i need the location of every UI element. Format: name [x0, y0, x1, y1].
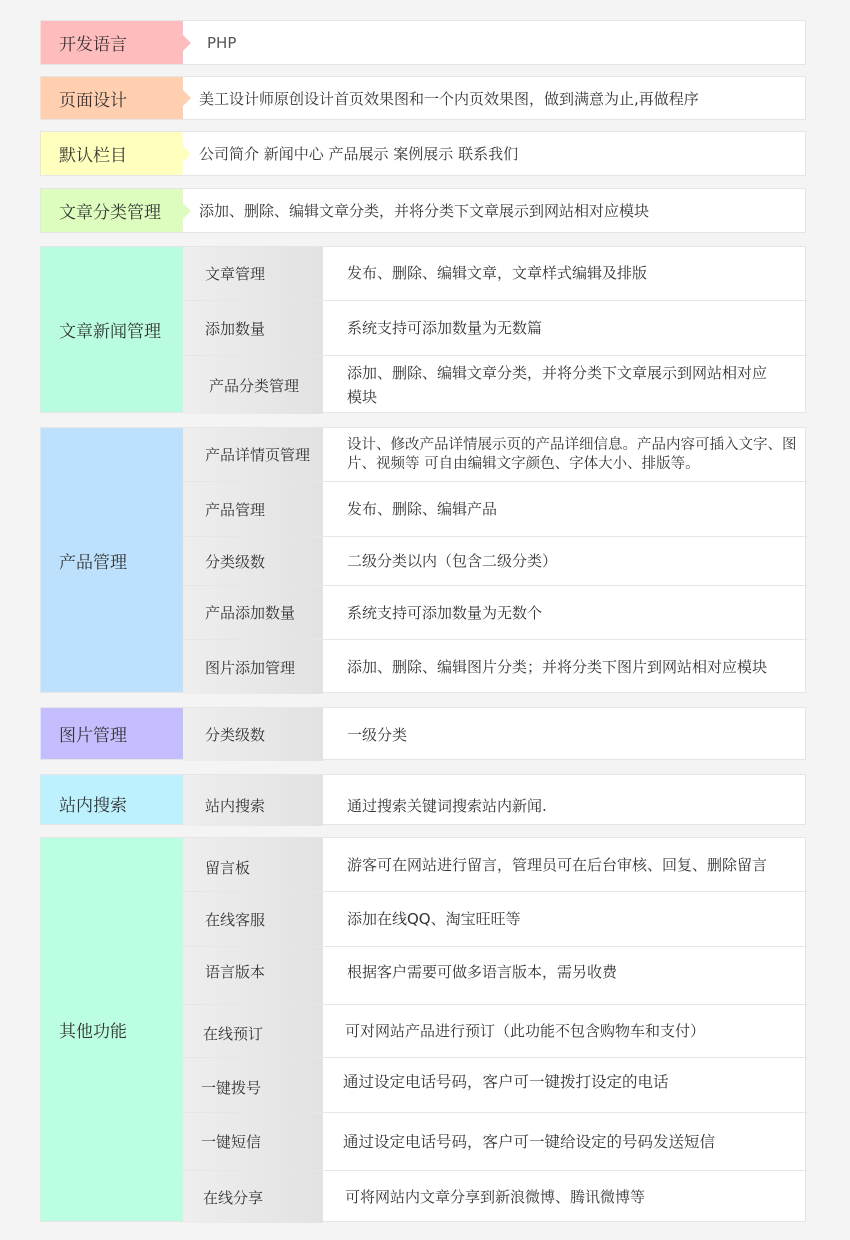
sub-label: 一键拨号: [183, 1058, 323, 1112]
sub-label: 添加数量: [183, 301, 323, 355]
sub-row: [183, 356, 807, 414]
sub-row: [183, 775, 807, 826]
article-news-label: 文章新闻管理: [41, 247, 183, 412]
sub-value: 发布、删除、编辑产品: [347, 500, 498, 518]
group-site-search: [40, 774, 806, 825]
sub-label: 产品详情页管理: [183, 428, 323, 481]
sub-row: [183, 1005, 807, 1058]
sub-label: 产品管理: [183, 482, 323, 536]
sub-row: [183, 947, 807, 1005]
article-category-label: 文章分类管理: [41, 189, 183, 232]
sub-value: 添加、删除、编辑文章分类，并将分类下文章展示到网站相对应模块: [347, 364, 768, 406]
sub-label: 文章管理: [183, 247, 323, 300]
sub-label: 分类级数: [183, 708, 323, 761]
group-image: [40, 707, 806, 760]
dev-language-value: PHP: [207, 33, 237, 52]
sub-row: [183, 586, 807, 640]
sub-value: 游客可在网站进行留言，管理员可在后台审核、回复、删除留言: [347, 856, 768, 874]
sub-value: 设计、修改产品详情展示页的产品详细信息。产品内容可插入文字、图片、视频等 可自由编辑文字颜色、字体大小、排版等。: [347, 436, 797, 472]
sub-label: 分类级数: [183, 537, 323, 585]
group-other: [40, 837, 806, 1222]
sub-value: 根据客户需要可做多语言版本，需另收费: [347, 963, 618, 981]
row-dev-language: [40, 20, 806, 65]
sub-row: [183, 537, 807, 586]
sub-value: 可对网站产品进行预订（此功能不包含购物车和支付）: [345, 1022, 706, 1040]
sub-row: [183, 838, 807, 892]
sub-value: 可将网站内文章分享到新浪微博、腾讯微博等: [345, 1188, 646, 1206]
sub-label: 产品分类管理: [183, 356, 323, 414]
site-search-label: 站内搜索: [41, 775, 183, 824]
page-design-label: 页面设计: [41, 77, 183, 119]
row-default-columns: [40, 131, 806, 176]
sub-row: [183, 301, 807, 356]
sub-label: 语言版本: [183, 947, 323, 1004]
sub-label: 留言板: [183, 838, 323, 891]
sub-row: [183, 247, 807, 301]
product-label: 产品管理: [41, 428, 183, 692]
sub-value: 系统支持可添加数量为无数个: [347, 603, 543, 622]
default-columns-label: 默认栏目: [41, 132, 183, 175]
sub-value: 通过搜索关键词搜索站内新闻.: [347, 796, 547, 815]
sub-row: [183, 1171, 807, 1223]
row-article-category: [40, 188, 806, 233]
sub-value: 一级分类: [347, 725, 408, 744]
sub-label: 图片添加管理: [183, 640, 323, 694]
sub-row: [183, 428, 807, 482]
sub-value: 添加、删除、编辑图片分类；并将分类下图片到网站相对应模块: [347, 658, 768, 676]
sub-label: 在线预订: [183, 1005, 323, 1057]
sub-label: 站内搜索: [183, 775, 323, 826]
sub-label: 一键短信: [183, 1113, 323, 1170]
page-design-value: 美工设计师原创设计首页效果图和一个内页效果图，做到满意为止,再做程序: [199, 89, 699, 108]
sub-row: [183, 1113, 807, 1171]
sub-value: 通过设定电话号码，客户可一键拨打设定的电话: [343, 1073, 669, 1091]
default-columns-value: 公司简介 新闻中心 产品展示 案例展示 联系我们: [199, 145, 519, 163]
sub-value: 通过设定电话号码，客户可一键给设定的号码发送短信: [343, 1132, 716, 1151]
row-page-design: [40, 76, 806, 120]
sub-row: [183, 892, 807, 947]
other-label: 其他功能: [41, 838, 183, 1221]
sub-row: [183, 708, 807, 761]
article-category-value: 添加、删除、编辑文章分类，并将分类下文章展示到网站相对应模块: [199, 202, 650, 220]
dev-language-label: 开发语言: [41, 21, 183, 64]
sub-row: [183, 482, 807, 537]
sub-label: 在线客服: [183, 892, 323, 946]
sub-label: 产品添加数量: [183, 586, 323, 639]
sub-label: 在线分享: [183, 1171, 323, 1223]
group-article-news: [40, 246, 806, 413]
group-product: [40, 427, 806, 693]
sub-value: 系统支持可添加数量为无数篇: [347, 319, 543, 337]
sub-row: [183, 1058, 807, 1113]
image-label: 图片管理: [41, 708, 183, 759]
sub-value: 二级分类以内（包含二级分类）: [347, 552, 558, 570]
sub-value: 发布、删除、编辑文章，文章样式编辑及排版: [347, 264, 648, 282]
sub-value: 添加在线QQ、淘宝旺旺等: [347, 910, 521, 928]
sub-row: [183, 640, 807, 694]
